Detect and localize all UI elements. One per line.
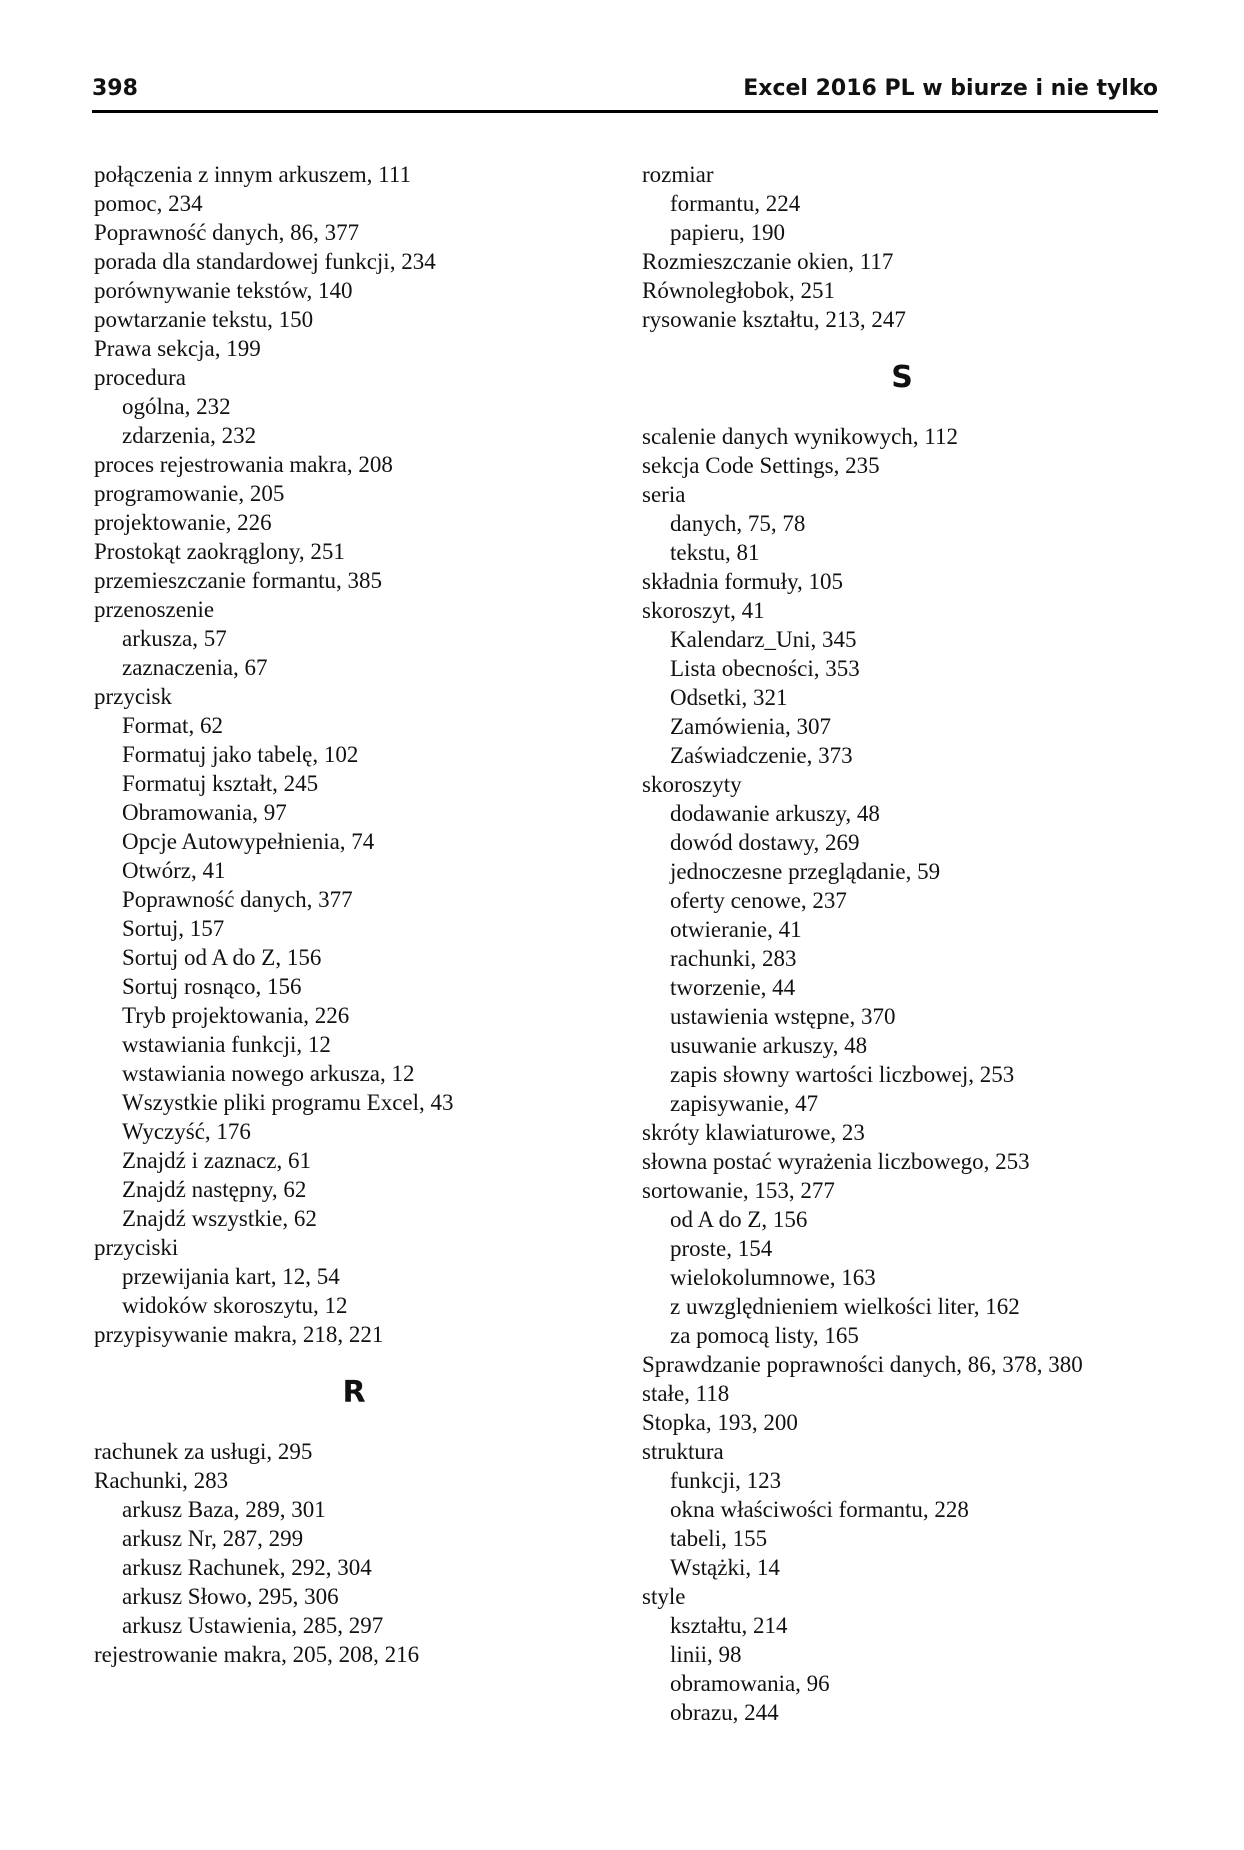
index-entry: przyciski <box>94 1235 179 1260</box>
index-entry: Stopka, 193, 200 <box>642 1410 798 1435</box>
index-subentry: oferty cenowe, 237 <box>670 888 847 913</box>
index-entry: przemieszczanie formantu, 385 <box>94 568 383 593</box>
index-entry: porównywanie tekstów, 140 <box>94 278 353 303</box>
index-entry: Rachunki, 283 <box>94 1468 229 1493</box>
index-subentry: Wszystkie pliki programu Excel, 43 <box>122 1090 454 1115</box>
book-title: Excel 2016 PL w biurze i nie tylko <box>743 76 1158 101</box>
index-subentry: arkusz Nr, 287, 299 <box>122 1526 304 1551</box>
index-subentry: arkusza, 57 <box>122 626 227 651</box>
index-subentry: arkusz Rachunek, 292, 304 <box>122 1555 372 1580</box>
index-entry: Rozmieszczanie okien, 117 <box>642 249 894 274</box>
page-header <box>92 74 1158 113</box>
index-subentry: arkusz Słowo, 295, 306 <box>122 1584 339 1609</box>
index-entry: połączenia z innym arkuszem, 111 <box>94 162 411 187</box>
index-entry: sortowanie, 153, 277 <box>642 1178 835 1203</box>
index-subentry: obramowania, 96 <box>670 1671 830 1696</box>
index-subentry: tekstu, 81 <box>670 540 760 565</box>
index-entry: Sprawdzanie poprawności danych, 86, 378, 380 <box>642 1352 1083 1377</box>
index-subentry: rachunki, 283 <box>670 946 797 971</box>
index-entry: sekcja Code Settings, 235 <box>642 453 880 478</box>
index-subentry: przewijania kart, 12, 54 <box>122 1264 340 1289</box>
index-section-letter: S <box>891 360 913 395</box>
index-subentry: Wyczyść, 176 <box>122 1119 251 1144</box>
index-subentry: obrazu, 244 <box>670 1700 779 1725</box>
index-subentry: Format, 62 <box>122 713 223 738</box>
index-subentry: papieru, 190 <box>670 220 785 245</box>
index-subentry: wielokolumnowe, 163 <box>670 1265 876 1290</box>
index-entry: Równoległobok, 251 <box>642 278 835 303</box>
index-column-right <box>642 160 1162 1727</box>
index-entry: procedura <box>94 365 186 390</box>
index-subentry: Otwórz, 41 <box>122 858 226 883</box>
index-subentry: Lista obecności, 353 <box>670 656 860 681</box>
index-subentry: Opcje Autowypełnienia, 74 <box>122 829 375 854</box>
index-subentry: kształtu, 214 <box>670 1613 788 1638</box>
index-entry: przenoszenie <box>94 597 215 622</box>
index-subentry: wstawiania funkcji, 12 <box>122 1032 331 1057</box>
index-entry: projektowanie, 226 <box>94 510 272 535</box>
index-entry: składnia formuły, 105 <box>642 569 844 594</box>
index-subentry: tabeli, 155 <box>670 1526 768 1551</box>
index-entry: stałe, 118 <box>642 1381 730 1406</box>
index-subentry: zapis słowny wartości liczbowej, 253 <box>670 1062 1015 1087</box>
index-subentry: za pomocą listy, 165 <box>670 1323 859 1348</box>
index-subentry: wstawiania nowego arkusza, 12 <box>122 1061 415 1086</box>
index-subentry: zdarzenia, 232 <box>122 423 257 448</box>
index-subentry: otwieranie, 41 <box>670 917 802 942</box>
index-entry: style <box>642 1584 686 1609</box>
index-subentry: tworzenie, 44 <box>670 975 796 1000</box>
index-entry: scalenie danych wynikowych, 112 <box>642 424 958 449</box>
index-subentry: proste, 154 <box>670 1236 773 1261</box>
index-entry: skoroszyty <box>642 772 742 797</box>
index-section-letter: R <box>342 1375 366 1410</box>
index-entry: rozmiar <box>642 162 714 187</box>
index-subentry: Zamówienia, 307 <box>670 714 831 739</box>
index-subentry: jednoczesne przeglądanie, 59 <box>670 859 941 884</box>
index-entry: Poprawność danych, 86, 377 <box>94 220 360 245</box>
index-subentry: dodawanie arkuszy, 48 <box>670 801 880 826</box>
index-subentry: danych, 75, 78 <box>670 511 806 536</box>
index-entry: struktura <box>642 1439 724 1464</box>
index-entry: programowanie, 205 <box>94 481 285 506</box>
index-subentry: od A do Z, 156 <box>670 1207 808 1232</box>
index-subentry: Formatuj jako tabelę, 102 <box>122 742 359 767</box>
index-subentry: Znajdź wszystkie, 62 <box>122 1206 317 1231</box>
index-entry: porada dla standardowej funkcji, 234 <box>94 249 436 274</box>
index-subentry: arkusz Ustawienia, 285, 297 <box>122 1613 384 1638</box>
index-subentry: Sortuj od A do Z, 156 <box>122 945 322 970</box>
index-subentry: Odsetki, 321 <box>670 685 788 710</box>
index-entry: proces rejestrowania makra, 208 <box>94 452 393 477</box>
index-subentry: Znajdź i zaznacz, 61 <box>122 1148 311 1173</box>
index-subentry: formantu, 224 <box>670 191 801 216</box>
index-entry: skróty klawiaturowe, 23 <box>642 1120 865 1145</box>
index-entry: przypisywanie makra, 218, 221 <box>94 1322 384 1347</box>
index-subentry: usuwanie arkuszy, 48 <box>670 1033 868 1058</box>
index-subentry: arkusz Baza, 289, 301 <box>122 1497 326 1522</box>
index-entry: powtarzanie tekstu, 150 <box>94 307 314 332</box>
index-subentry: Kalendarz_Uni, 345 <box>670 627 857 652</box>
index-subentry: dowód dostawy, 269 <box>670 830 860 855</box>
index-entry: rejestrowanie makra, 205, 208, 216 <box>94 1642 420 1667</box>
index-subentry: zaznaczenia, 67 <box>122 655 268 680</box>
index-subentry: ogólna, 232 <box>122 394 231 419</box>
index-subentry: zapisywanie, 47 <box>670 1091 819 1116</box>
index-entry: słowna postać wyrażenia liczbowego, 253 <box>642 1149 1030 1174</box>
index-subentry: funkcji, 123 <box>670 1468 782 1493</box>
index-subentry: Wstążki, 14 <box>670 1555 780 1580</box>
index-subentry: widoków skoroszytu, 12 <box>122 1293 348 1318</box>
page-number: 398 <box>92 76 138 101</box>
index-subentry: Znajdź następny, 62 <box>122 1177 307 1202</box>
index-entry: seria <box>642 482 686 507</box>
index-entry: rachunek za usługi, 295 <box>94 1439 313 1464</box>
index-subentry: linii, 98 <box>670 1642 742 1667</box>
index-subentry: Obramowania, 97 <box>122 800 287 825</box>
index-subentry: okna właściwości formantu, 228 <box>670 1497 969 1522</box>
index-subentry: Zaświadczenie, 373 <box>670 743 853 768</box>
index-entry: Prostokąt zaokrąglony, 251 <box>94 539 345 564</box>
index-subentry: Formatuj kształt, 245 <box>122 771 319 796</box>
index-subentry: Poprawność danych, 377 <box>122 887 353 912</box>
index-entry: rysowanie kształtu, 213, 247 <box>642 307 906 332</box>
index-subentry: ustawienia wstępne, 370 <box>670 1004 896 1029</box>
index-subentry: z uwzględnieniem wielkości liter, 162 <box>670 1294 1020 1319</box>
index-subentry: Sortuj rosnąco, 156 <box>122 974 302 999</box>
index-entry: pomoc, 234 <box>94 191 203 216</box>
index-entry: skoroszyt, 41 <box>642 598 765 623</box>
index-entry: Prawa sekcja, 199 <box>94 336 261 361</box>
index-column-left <box>94 160 614 1669</box>
index-subentry: Tryb projektowania, 226 <box>122 1003 350 1028</box>
index-entry: przycisk <box>94 684 172 709</box>
index-subentry: Sortuj, 157 <box>122 916 225 941</box>
